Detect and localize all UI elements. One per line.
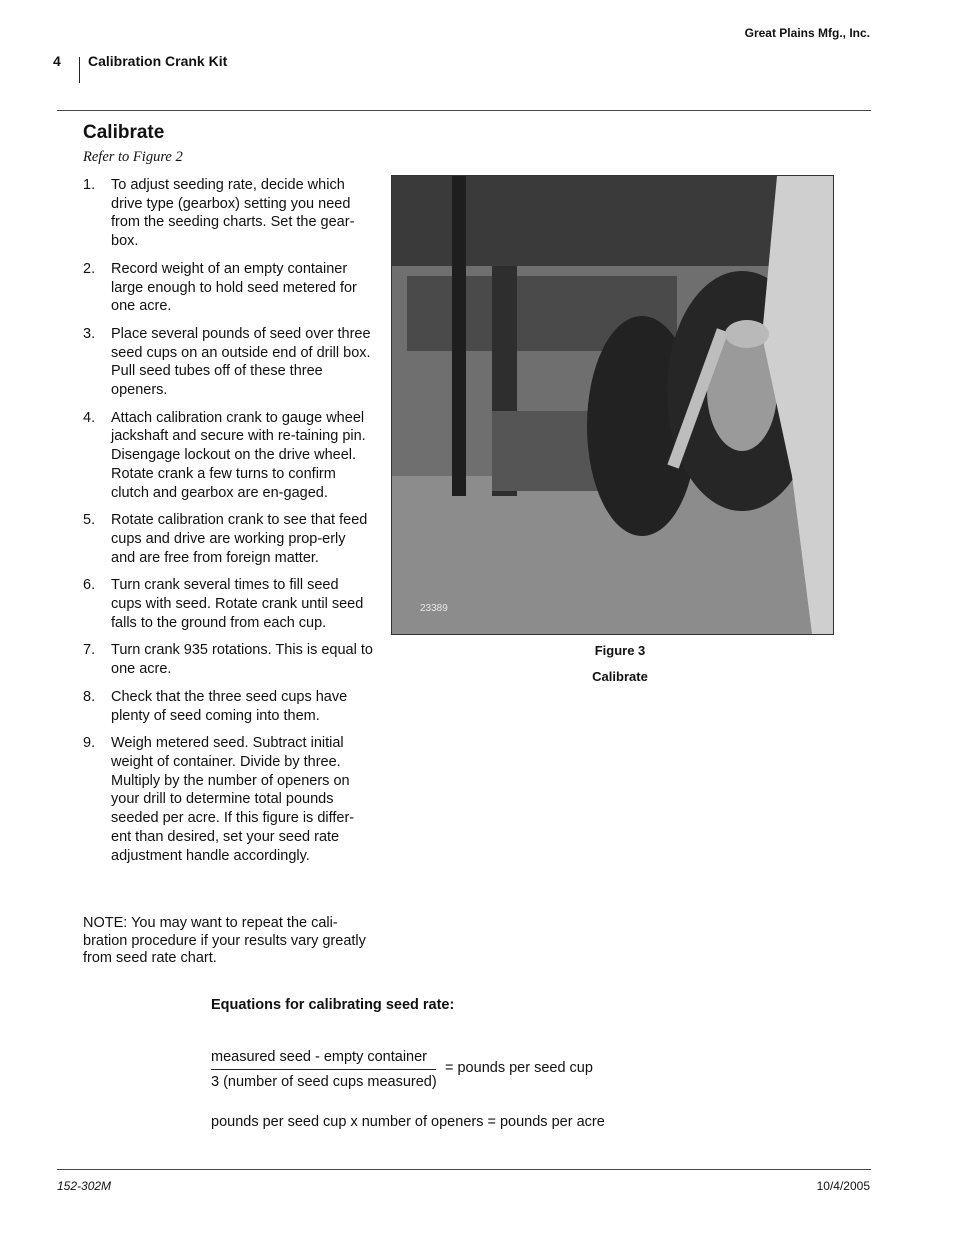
figure-caption: Calibrate — [592, 669, 648, 684]
equation-numerator: measured seed - empty container — [211, 1049, 427, 1065]
photo-illustration — [392, 176, 833, 634]
step-number: 8. — [83, 688, 96, 705]
page-number: 4 — [53, 53, 61, 69]
list-item — [83, 325, 373, 400]
figure-number: Figure 3 — [594, 643, 646, 658]
list-item — [83, 176, 373, 251]
photo-id: 23389 — [420, 603, 448, 614]
list-item — [83, 260, 373, 316]
section-title: Calibrate — [83, 122, 165, 143]
document-number: 152-302M — [57, 1179, 112, 1193]
list-item — [83, 688, 373, 725]
step-text: Turn crank several times to fill seed cups with seed. Rotate crank until seed falls to the ground from each cup. — [111, 577, 364, 631]
equation-second: pounds per seed cup x number of openers = pounds per acre — [211, 1114, 605, 1130]
step-text: Rotate calibration crank to see that feed cups and drive are working prop-erly and are free from foreign matter. — [111, 512, 368, 566]
step-number: 1. — [83, 177, 96, 193]
equation-denominator: 3 (number of seed cups measured) — [211, 1074, 437, 1090]
step-number: 5. — [83, 512, 96, 529]
footer-rule — [57, 1169, 871, 1170]
list-item — [83, 576, 373, 632]
step-number: 3. — [83, 325, 96, 342]
equations-heading: Equations for calibrating seed rate: — [211, 997, 455, 1013]
step-text: Place several pounds of seed over three seed cups on an outside end of drill box. Pull seed tubes off of these three openers. — [111, 325, 371, 399]
header-rule — [57, 110, 871, 111]
step-number: 9. — [83, 735, 96, 752]
step-text: To adjust seeding rate, decide which drive type (gearbox) setting you need from the seeding charts. Set the gear-box. — [111, 177, 355, 250]
step-text: Weigh metered seed. Subtract initial weight of container. Divide by three. Multiply by the number of openers on your drill to determine total pounds seeded per acre. If this figure is differ-ent than desired, set your seed rate adjustment handle accordingly. — [111, 735, 355, 864]
calibration-photo — [391, 175, 834, 635]
figure-reference: Refer to Figure 2 — [83, 149, 183, 165]
calibration-steps — [83, 176, 373, 874]
note-text: NOTE: You may want to repeat the cali-bration procedure if your results vary greatly from seed rate chart. — [83, 915, 366, 966]
list-item — [83, 511, 373, 567]
equation-result: = pounds per seed cup — [445, 1060, 593, 1076]
list-item — [83, 409, 373, 503]
step-text: Record weight of an empty container large enough to hold seed metered for one acre. — [111, 260, 357, 315]
list-item — [83, 734, 373, 865]
list-item — [83, 641, 373, 678]
document-date: 10/4/2005 — [816, 1179, 870, 1193]
step-number: 6. — [83, 577, 96, 594]
step-text: Check that the three seed cups have plenty of seed coming into them. — [111, 688, 348, 724]
step-text: Attach calibration crank to gauge wheel jackshaft and secure with re-taining pin. Disengage lockout on the drive wheel. Rotate crank a few turns to confirm clutch and gearbox are en-gaged. — [111, 409, 366, 501]
step-text: Turn crank 935 rotations. This is equal to one acre. — [111, 642, 373, 678]
company-name: Great Plains Mfg., Inc. — [744, 26, 870, 40]
header-divider — [79, 57, 80, 83]
step-number: 2. — [83, 260, 96, 277]
fraction-line — [211, 1069, 436, 1070]
step-number: 4. — [83, 409, 96, 426]
page-title: Calibration Crank Kit — [88, 53, 228, 69]
step-number: 7. — [83, 642, 96, 659]
